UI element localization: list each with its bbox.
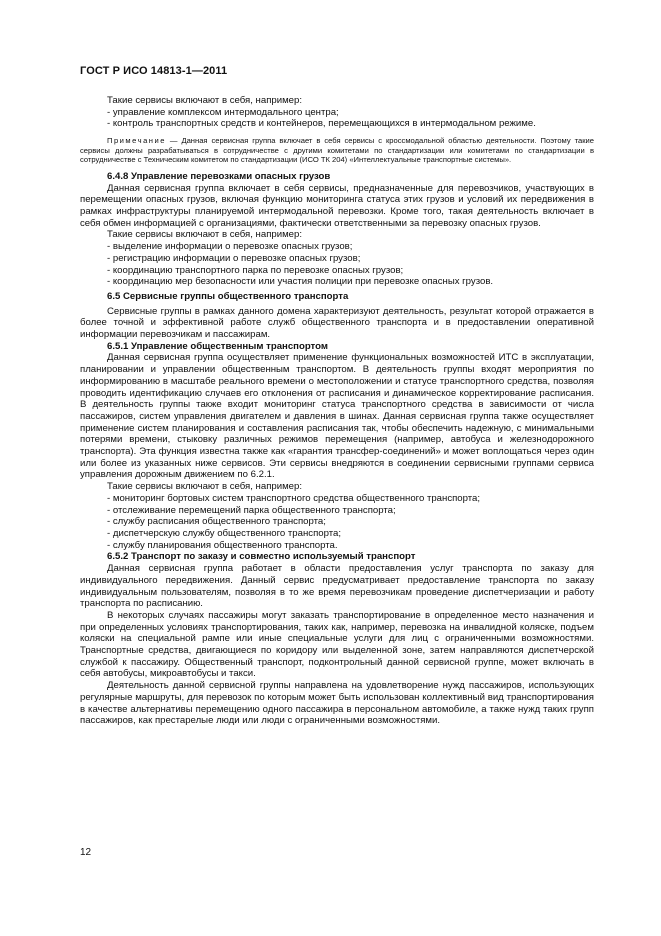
section-6-5-1-paragraph: Данная сервисная группа осуществляет применение функциональных возможностей ИТС в эксплуатации, планировании и управлении общественным транспортом. В деятельность группы входят мероприятия по информированию в масштабе реального времени о местоположении и статусе транспортного средства, позволяя проводить идентификацию случаев его отклонения от расписания и динамическое корректирование расписания. В деятельность группы также входит мониторинг статуса транспортного средства в зависимости от числа пассажиров, систем управления двигателем и давления в шинах. Данная сервисная группа также осуществляет применение систем планирования и составления расписания так, чтобы обеспечить надежную, с минимальными потерями времени, стыковку различных режимов перемещения (например, автобуса и железнодорожного транспорта). Эта функция известна также как «гарантия трансфер-соединений» и может воплощаться через один или более из указанных ниже сервисов. Эти сервисы внедряются в соединении сервисными группами сервиса управления дорожным движением по 6.2.1.: [80, 352, 594, 481]
list-item: - диспетчерскую службу общественного транспорта;: [107, 527, 342, 539]
section-6-5-2-heading: 6.5.2 Транспорт по заказу и совместно используемый транспорт: [107, 551, 416, 563]
section-6-4-8-heading: 6.4.8 Управление перевозками опасных грузов: [107, 170, 331, 182]
section-6-5-2-paragraph: Деятельность данной сервисной группы направлена на удовлетворение нужд пассажиров, использующих регулярные маршруты, для перевозок по которым может быть использован коллективный вид транспортирования в качестве альтернативы перемещению одного пассажира в персональном автомобиле, а также нужд таких групп пассажиров, как престарелые люди или люди с ограниченными возможностями.: [80, 680, 594, 727]
section-6-5-1-heading: 6.5.1 Управление общественным транспортом: [107, 340, 328, 352]
list-item: - службу планирования общественного транспорта.: [107, 539, 338, 551]
list-item: - выделение информации о перевозке опасных грузов;: [107, 241, 353, 253]
list-item: - отслеживание перемещений парка общественного транспорта;: [107, 504, 396, 516]
list-item: - службу расписания общественного транспорта;: [107, 516, 326, 528]
page-content: [80, 95, 594, 727]
note-text: — Данная сервисная группа включает в себя сервисы с кроссмодальной областью деятельности. Поэтому такие сервисы должны разрабатываться в сотрудничестве с другими комитетами по стандартизации или комитетами по стандартизации в сотрудничестве с Техническим комитетом по стандартизации (ИСО ТК 204) «Интеллектуальные транспортные системы».: [80, 136, 594, 165]
list-item: - координацию транспортного парка по перевозке опасных грузов;: [107, 264, 404, 276]
section-6-5-heading: 6.5 Сервисные группы общественного транспорта: [107, 290, 349, 302]
section-6-5-paragraph: Сервисные группы в рамках данного домена характеризуют деятельность, результат которой отражается в более точной и эффективной работе служб общественного транспорта и в предоставлении оперативной информации перевозчикам и пассажирам.: [80, 305, 594, 341]
section-6-5-2-paragraph: В некоторых случаях пассажиры могут заказать транспортирование в определенное место назначения и при определенных условиях транспортирования, таких как, например, перевозка на инвалидной коляске, подъем коляски на специальной рампе или иные специальные услуги для лиц с ограниченными возможностями. Транспортные средства, двигающиеся по коридору или выделенной зоне, затем направляются диспетчерской службой к пассажиру. Общественный транспорт, подконтрольный данной сервисной группе, может включать в себя автобусы, микроавтобусы и такси.: [80, 609, 594, 680]
note-label: Примечание: [107, 136, 166, 146]
section-6-4-8-paragraph: Данная сервисная группа включает в себя сервисы, предназначенные для перевозчиков, участвующих в перемещении опасных грузов, включая функцию мониторинга статуса этих грузов и условий их передвижения в рамках инфраструктуры планируемой интермодальной перевозки. Кроме того, такая деятельность включает в себя обмен информацией с организациями, фактически ответственными за перевозку опасных грузов.: [80, 182, 594, 229]
section-6-5-1-lead: Такие сервисы включают в себя, например:: [107, 481, 303, 493]
section-6-5-2-paragraph: Данная сервисная группа работает в области предоставления услуг транспорта по заказу для индивидуального передвижения. Данный сервис предусматривает предоставление транспорта по заказу индивидуальным пользователям, позволяя в то же время перевозчикам проведение диспетчеризации и работу транспорта по расписанию.: [80, 563, 594, 610]
intro-item: - управление комплексом интермодального центра;: [107, 106, 339, 118]
intro-item: - контроль транспортных средств и контейнеров, перемещающихся в интермодальном режиме.: [107, 118, 536, 130]
list-item: - регистрацию информации о перевозке опасных грузов;: [107, 252, 361, 264]
intro-lead: Такие сервисы включают в себя, например:: [107, 95, 303, 106]
list-item: - координацию мер безопасности или участия полиции при перевозке опасных грузов.: [107, 276, 494, 288]
page-number: 12: [80, 847, 92, 858]
note-paragraph: [80, 136, 594, 165]
list-item: - мониторинг бортовых систем транспортного средства общественного транспорта;: [107, 492, 481, 504]
section-6-4-8-lead: Такие сервисы включают в себя, например:: [107, 229, 303, 241]
document-header: ГОСТ Р ИСО 14813-1—2011: [80, 65, 228, 77]
